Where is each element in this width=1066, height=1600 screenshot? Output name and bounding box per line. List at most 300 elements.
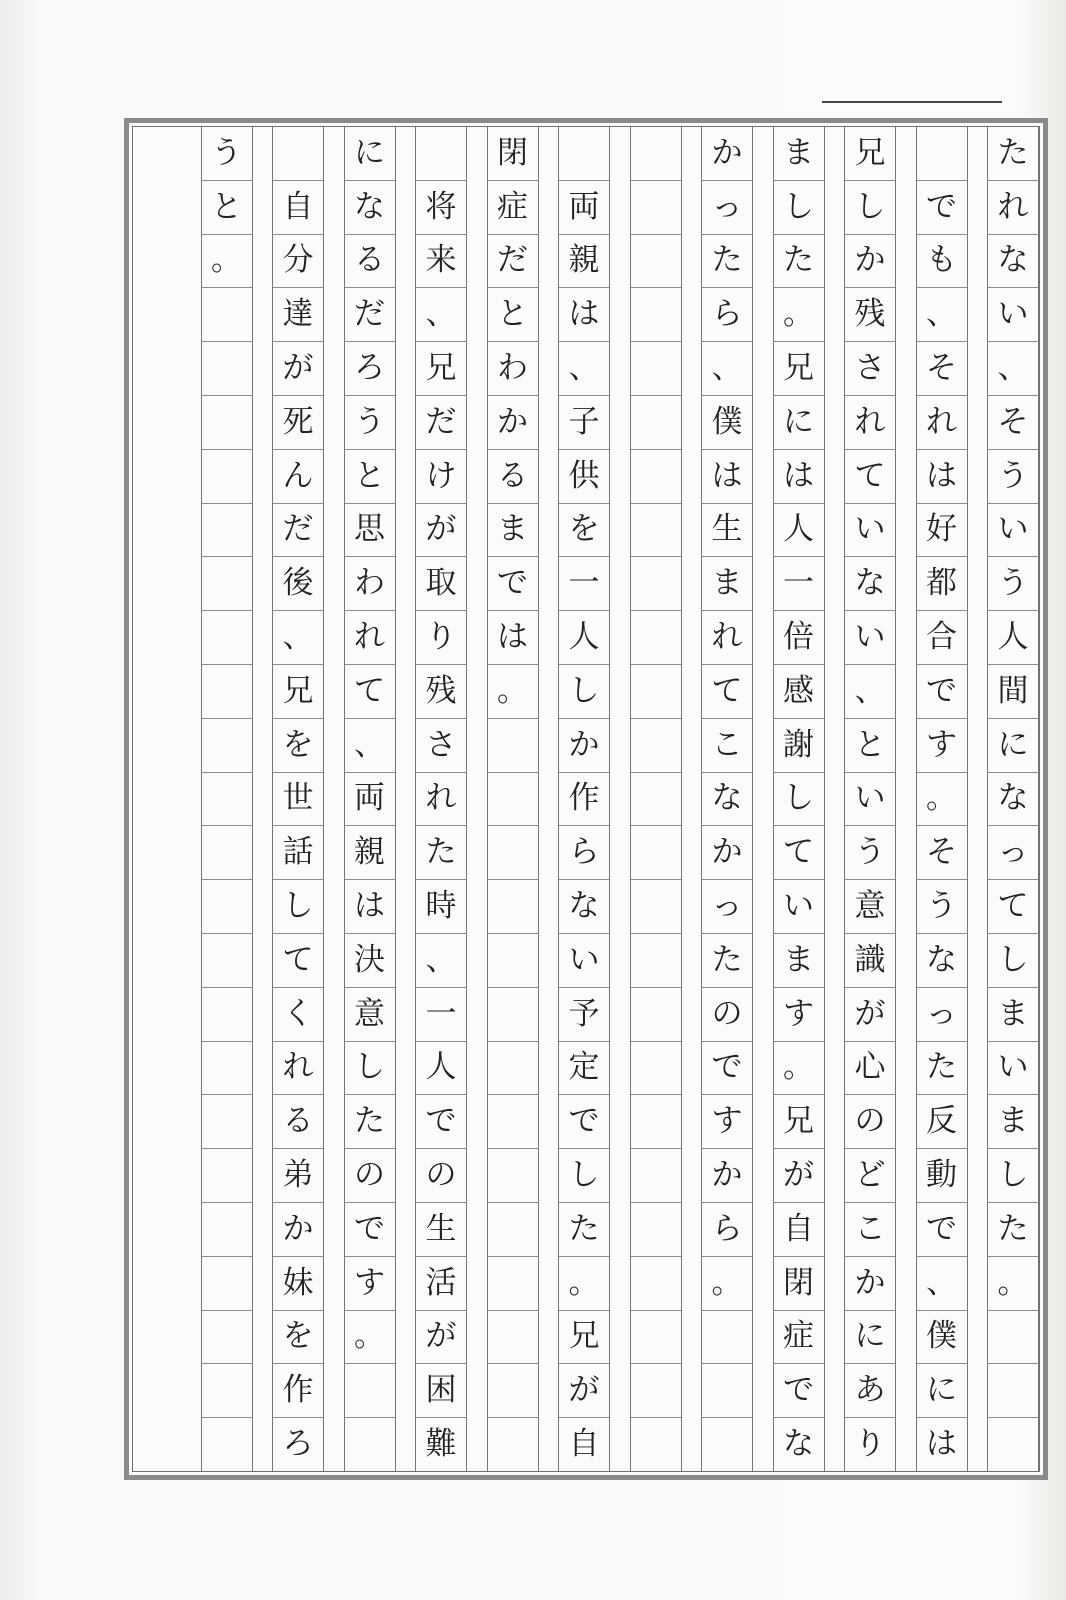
manuscript-cell [917,127,967,181]
manuscript-cell: 子 [559,396,609,450]
manuscript-cell: し [345,1042,395,1096]
manuscript-cell: だ [416,396,466,450]
manuscript-line [968,127,1040,1471]
manuscript-cell: で [917,181,967,235]
manuscript-cell: ま [488,504,538,558]
manuscript-line [825,127,897,1471]
manuscript-cell [631,934,681,988]
manuscript-cell: 兄 [774,1095,824,1149]
manuscript-cell [631,1364,681,1418]
manuscript-column [630,127,682,1471]
manuscript-cell [416,127,466,181]
manuscript-cell: な [845,557,895,611]
manuscript-cell: 定 [559,1042,609,1096]
manuscript-cell: た [774,235,824,289]
manuscript-cell: は [345,880,395,934]
manuscript-cell: 。 [702,1257,752,1311]
manuscript-cell: 活 [416,1257,466,1311]
manuscript-cell: な [988,773,1038,827]
manuscript-cell: 動 [917,1149,967,1203]
manuscript-cell [488,934,538,988]
manuscript-cell: し [988,934,1038,988]
manuscript-cell: か [488,396,538,450]
manuscript-cell [488,773,538,827]
manuscript-cell: 残 [416,665,466,719]
manuscript-cell [202,1364,252,1418]
manuscript-cell [202,1203,252,1257]
column-gutter [396,127,416,1471]
manuscript-cell: 将 [416,181,466,235]
manuscript-cell: う [988,450,1038,504]
manuscript-cell: な [702,773,752,827]
manuscript-cell: い [988,504,1038,558]
manuscript-cell [345,1364,395,1418]
column-gutter [610,127,630,1471]
manuscript-cell: 話 [273,826,323,880]
manuscript-cell [631,719,681,773]
manuscript-cell: 自 [273,181,323,235]
header-rule [822,101,1002,103]
manuscript-cell [631,342,681,396]
manuscript-cell: 予 [559,988,609,1042]
manuscript-cell: て [345,665,395,719]
manuscript-cell: れ [702,611,752,665]
manuscript-cell: 、 [345,719,395,773]
manuscript-cell: っ [917,988,967,1042]
manuscript-cell: な [559,880,609,934]
manuscript-line [896,127,968,1471]
manuscript-cell: 都 [917,557,967,611]
manuscript-cell: て [273,934,323,988]
manuscript-cell: 生 [416,1203,466,1257]
manuscript-cell: 親 [559,235,609,289]
manuscript-line [467,127,539,1471]
manuscript-cell: 一 [559,557,609,611]
manuscript-cell: し [559,1149,609,1203]
manuscript-cell [202,880,252,934]
manuscript-cell: 倍 [774,611,824,665]
manuscript-cell: で [559,1095,609,1149]
manuscript-cell: ま [774,127,824,181]
manuscript-cell [202,288,252,342]
manuscript-cell: し [273,880,323,934]
manuscript-cell: 人 [416,1042,466,1096]
manuscript-cell [202,611,252,665]
manuscript-cell: と [845,719,895,773]
manuscript-cell: 人 [559,611,609,665]
manuscript-cell: い [845,504,895,558]
manuscript-cell: 自 [568,1426,600,1463]
manuscript-cell [202,665,252,719]
manuscript-cell: っ [988,826,1038,880]
manuscript-cell: で [345,1203,395,1257]
manuscript-cell: は [488,611,538,665]
manuscript-cell: 時 [416,880,466,934]
manuscript-cell: て [702,665,752,719]
manuscript-cell: 心 [845,1042,895,1096]
manuscript-cell: た [988,1203,1038,1257]
manuscript-cell: 。 [559,1257,609,1311]
manuscript-cell: か [845,1257,895,1311]
manuscript-cell [631,880,681,934]
manuscript-cell: 。 [774,288,824,342]
manuscript-cell: と [202,181,252,235]
manuscript-cell: し [845,181,895,235]
manuscript-cell: が [416,1311,466,1365]
manuscript-cell: 。 [774,1042,824,1096]
manuscript-cell [631,1203,681,1257]
manuscript-cell [631,181,681,235]
manuscript-column [916,127,968,1471]
manuscript-cell: に [845,1311,895,1365]
manuscript-cell [202,988,252,1042]
manuscript-cell [988,1311,1038,1365]
manuscript-line [753,127,825,1471]
manuscript-cell: 。 [488,665,538,719]
manuscript-cell: で [917,665,967,719]
manuscript-cell [559,127,609,181]
manuscript-cell: は [774,450,824,504]
manuscript-cell: ろ [282,1426,314,1463]
manuscript-cell: 決 [345,934,395,988]
manuscript-cell: 閉 [488,127,538,181]
manuscript-cell: そ [988,396,1038,450]
manuscript-cell: ま [702,557,752,611]
manuscript-cell: か [845,235,895,289]
manuscript-cell: 死 [273,396,323,450]
manuscript-cell: 。 [202,235,252,289]
manuscript-cell [488,1042,538,1096]
manuscript-cell: 、 [988,342,1038,396]
manuscript-cell [631,1149,681,1203]
manuscript-cell [988,1418,1038,1471]
manuscript-cell: が [273,342,323,396]
manuscript-cell: 兄 [416,342,466,396]
manuscript-cell: 両 [345,773,395,827]
manuscript-cell: た [416,826,466,880]
manuscript-cell: し [774,181,824,235]
manuscript-cell: て [774,826,824,880]
manuscript-cell [202,1311,252,1365]
manuscript-cell: わ [488,342,538,396]
manuscript-line [181,127,253,1471]
manuscript-cell [488,1364,538,1418]
manuscript-cell [631,1418,681,1471]
manuscript-cell: な [988,235,1038,289]
manuscript-cell: 合 [917,611,967,665]
manuscript-cell [202,557,252,611]
manuscript-cell: う [845,826,895,880]
column-gutter [467,127,487,1471]
manuscript-cell: け [416,450,466,504]
manuscript-cell: る [345,235,395,289]
manuscript-cell [488,1257,538,1311]
manuscript-cell: だ [273,504,323,558]
manuscript-cell: ら [702,1203,752,1257]
manuscript-cell: れ [416,773,466,827]
manuscript-cell: ろ [345,342,395,396]
manuscript-cell: を [273,719,323,773]
manuscript-cell: 兄 [774,342,824,396]
manuscript-cell [202,1095,252,1149]
manuscript-cell [488,1418,538,1471]
manuscript-cell: 思 [345,504,395,558]
manuscript-column [344,127,396,1471]
manuscript-cell: で [917,1203,967,1257]
manuscript-cell: 反 [917,1095,967,1149]
manuscript-cell: 両 [559,181,609,235]
manuscript-cell [202,1042,252,1096]
manuscript-cell: の [702,988,752,1042]
manuscript-cell: ま [774,934,824,988]
manuscript-cell: が [416,504,466,558]
manuscript-cell [631,611,681,665]
manuscript-cell: 作 [273,1364,323,1418]
manuscript-cell: い [774,880,824,934]
manuscript-cell [202,934,252,988]
manuscript-cell: を [273,1311,323,1365]
manuscript-cell [488,1095,538,1149]
manuscript-cell [488,1149,538,1203]
manuscript-cell [631,557,681,611]
manuscript-cell: な [917,934,967,988]
manuscript-cell [202,1418,252,1471]
manuscript-column [201,127,253,1471]
manuscript-column [987,127,1039,1471]
manuscript-cell: 、 [917,288,967,342]
manuscript-cell: 後 [273,557,323,611]
column-gutter [181,127,201,1471]
manuscript-cell: れ [273,1042,323,1096]
manuscript-cell: を [559,504,609,558]
manuscript-cell [631,1257,681,1311]
manuscript-cell: が [845,988,895,1042]
manuscript-cell: た [917,1042,967,1096]
manuscript-cell: 好 [917,504,967,558]
manuscript-cell: れ [345,611,395,665]
manuscript-cell [631,988,681,1042]
manuscript-cell: 症 [488,181,538,235]
manuscript-cell: 。 [988,1257,1038,1311]
manuscript-cell: な [783,1426,814,1463]
manuscript-cell: 意 [845,880,895,934]
manuscript-cell [631,504,681,558]
manuscript-cell: ま [988,988,1038,1042]
manuscript-cell: 、 [845,665,895,719]
manuscript-cell [631,665,681,719]
manuscript-cell: は [559,288,609,342]
manuscript-cell: 、 [273,611,323,665]
manuscript-cell: 人 [988,611,1038,665]
manuscript-cell: 親 [345,826,395,880]
manuscript-column [844,127,896,1471]
manuscript-cell: か [559,719,609,773]
manuscript-cell: く [273,988,323,1042]
manuscript-cell: 弟 [273,1149,323,1203]
manuscript-cell: 作 [559,773,609,827]
manuscript-cell: は [926,1426,957,1463]
manuscript-cell: う [917,880,967,934]
manuscript-cell: し [988,1149,1038,1203]
manuscript-cell: と [488,288,538,342]
column-gutter [324,127,344,1471]
manuscript-cell [202,396,252,450]
manuscript-cell: 閉 [774,1257,824,1311]
manuscript-cell: は [917,450,967,504]
manuscript-cell: し [774,773,824,827]
manuscript-cell [702,1311,752,1365]
manuscript-cell: そ [917,342,967,396]
manuscript-cell: れ [917,396,967,450]
manuscript-cell: 取 [416,557,466,611]
manuscript-cell: だ [488,235,538,289]
manuscript-grid [132,126,1040,1472]
manuscript-line [253,127,325,1471]
manuscript-line [682,127,754,1471]
manuscript-column [773,127,825,1471]
column-gutter [539,127,559,1471]
manuscript-cell: 来 [416,235,466,289]
manuscript-cell [631,1311,681,1365]
manuscript-cell: こ [845,1203,895,1257]
manuscript-cell: 兄 [559,1311,609,1365]
column-gutter [253,127,273,1471]
manuscript-cell: 謝 [774,719,824,773]
manuscript-cell: は [702,450,752,504]
manuscript-cell [988,1364,1038,1418]
manuscript-cell: ま [988,1095,1038,1149]
manuscript-cell: ら [702,288,752,342]
manuscript-cell: た [988,127,1038,181]
manuscript-cell: で [774,1364,824,1418]
manuscript-cell: い [559,934,609,988]
manuscript-cell [702,1418,752,1471]
manuscript-cell: る [273,1095,323,1149]
manuscript-cell: い [845,611,895,665]
manuscript-cell: と [345,450,395,504]
manuscript-cell: る [488,450,538,504]
manuscript-cell: 困 [416,1364,466,1418]
manuscript-cell: ら [559,826,609,880]
manuscript-cell: の [345,1149,395,1203]
manuscript-cell: た [702,235,752,289]
manuscript-cell [631,127,681,181]
manuscript-cell [488,880,538,934]
manuscript-cell: で [702,1042,752,1096]
manuscript-cell: う [345,396,395,450]
manuscript-cell: れ [988,181,1038,235]
manuscript-cell: に [345,127,395,181]
manuscript-cell: 妹 [273,1257,323,1311]
manuscript-cell: 、 [416,288,466,342]
manuscript-cell: す [345,1257,395,1311]
manuscript-cell: で [488,557,538,611]
manuscript-cell: か [273,1203,323,1257]
manuscript-cell [202,342,252,396]
manuscript-cell [273,127,323,181]
manuscript-cell: わ [345,557,395,611]
manuscript-cell: す [774,988,824,1042]
manuscript-column [272,127,324,1471]
manuscript-cell: 僕 [917,1311,967,1365]
manuscript-cell: あ [845,1364,895,1418]
manuscript-cell: 自 [774,1203,824,1257]
manuscript-cell: 一 [774,557,824,611]
manuscript-cell: の [416,1149,466,1203]
manuscript-cell: 間 [988,665,1038,719]
manuscript-line [396,127,468,1471]
manuscript-line [539,127,611,1471]
manuscript-column [415,127,467,1471]
manuscript-cell: り [416,611,466,665]
manuscript-cell [631,396,681,450]
manuscript-cell: 。 [345,1311,395,1365]
manuscript-cell: そ [917,826,967,880]
manuscript-cell: て [988,880,1038,934]
manuscript-cell [631,235,681,289]
manuscript-cell: れ [845,396,895,450]
manuscript-cell: に [988,719,1038,773]
manuscript-cell: が [774,1149,824,1203]
manuscript-cell: 世 [273,773,323,827]
manuscript-cell: 、 [559,342,609,396]
manuscript-cell: た [702,934,752,988]
manuscript-cell [702,1364,752,1418]
manuscript-cell: う [988,557,1038,611]
manuscript-cell: す [702,1095,752,1149]
manuscript-cell: 、 [917,1257,967,1311]
manuscript-cell: さ [845,342,895,396]
manuscript-sheet [124,118,1048,1480]
manuscript-cell [488,1203,538,1257]
manuscript-cell: し [559,665,609,719]
manuscript-cell: 分 [273,235,323,289]
manuscript-cell: ん [273,450,323,504]
manuscript-cell: い [988,1042,1038,1096]
manuscript-cell: に [774,396,824,450]
manuscript-cell: 、 [702,342,752,396]
manuscript-cell [488,719,538,773]
manuscript-cell: っ [702,880,752,934]
manuscript-cell: な [345,181,395,235]
manuscript-cell: 難 [425,1426,457,1463]
manuscript-cell: り [854,1426,886,1463]
manuscript-cell [631,1042,681,1096]
manuscript-cell [488,826,538,880]
manuscript-cell: の [845,1095,895,1149]
manuscript-cell [202,1149,252,1203]
manuscript-cell: さ [416,719,466,773]
manuscript-cell: ど [845,1149,895,1203]
manuscript-cell: 僕 [702,396,752,450]
column-gutter [825,127,845,1471]
manuscript-cell: 兄 [845,127,895,181]
manuscript-cell: 達 [273,288,323,342]
manuscript-cell: い [988,288,1038,342]
manuscript-line [324,127,396,1471]
manuscript-cell [631,826,681,880]
manuscript-cell [631,773,681,827]
column-gutter [753,127,773,1471]
manuscript-cell: に [917,1364,967,1418]
manuscript-cell: 兄 [273,665,323,719]
manuscript-cell [345,1418,395,1471]
manuscript-cell: 人 [774,504,824,558]
column-gutter [896,127,916,1471]
manuscript-cell [202,1257,252,1311]
manuscript-cell: 感 [774,665,824,719]
manuscript-cell: で [416,1095,466,1149]
